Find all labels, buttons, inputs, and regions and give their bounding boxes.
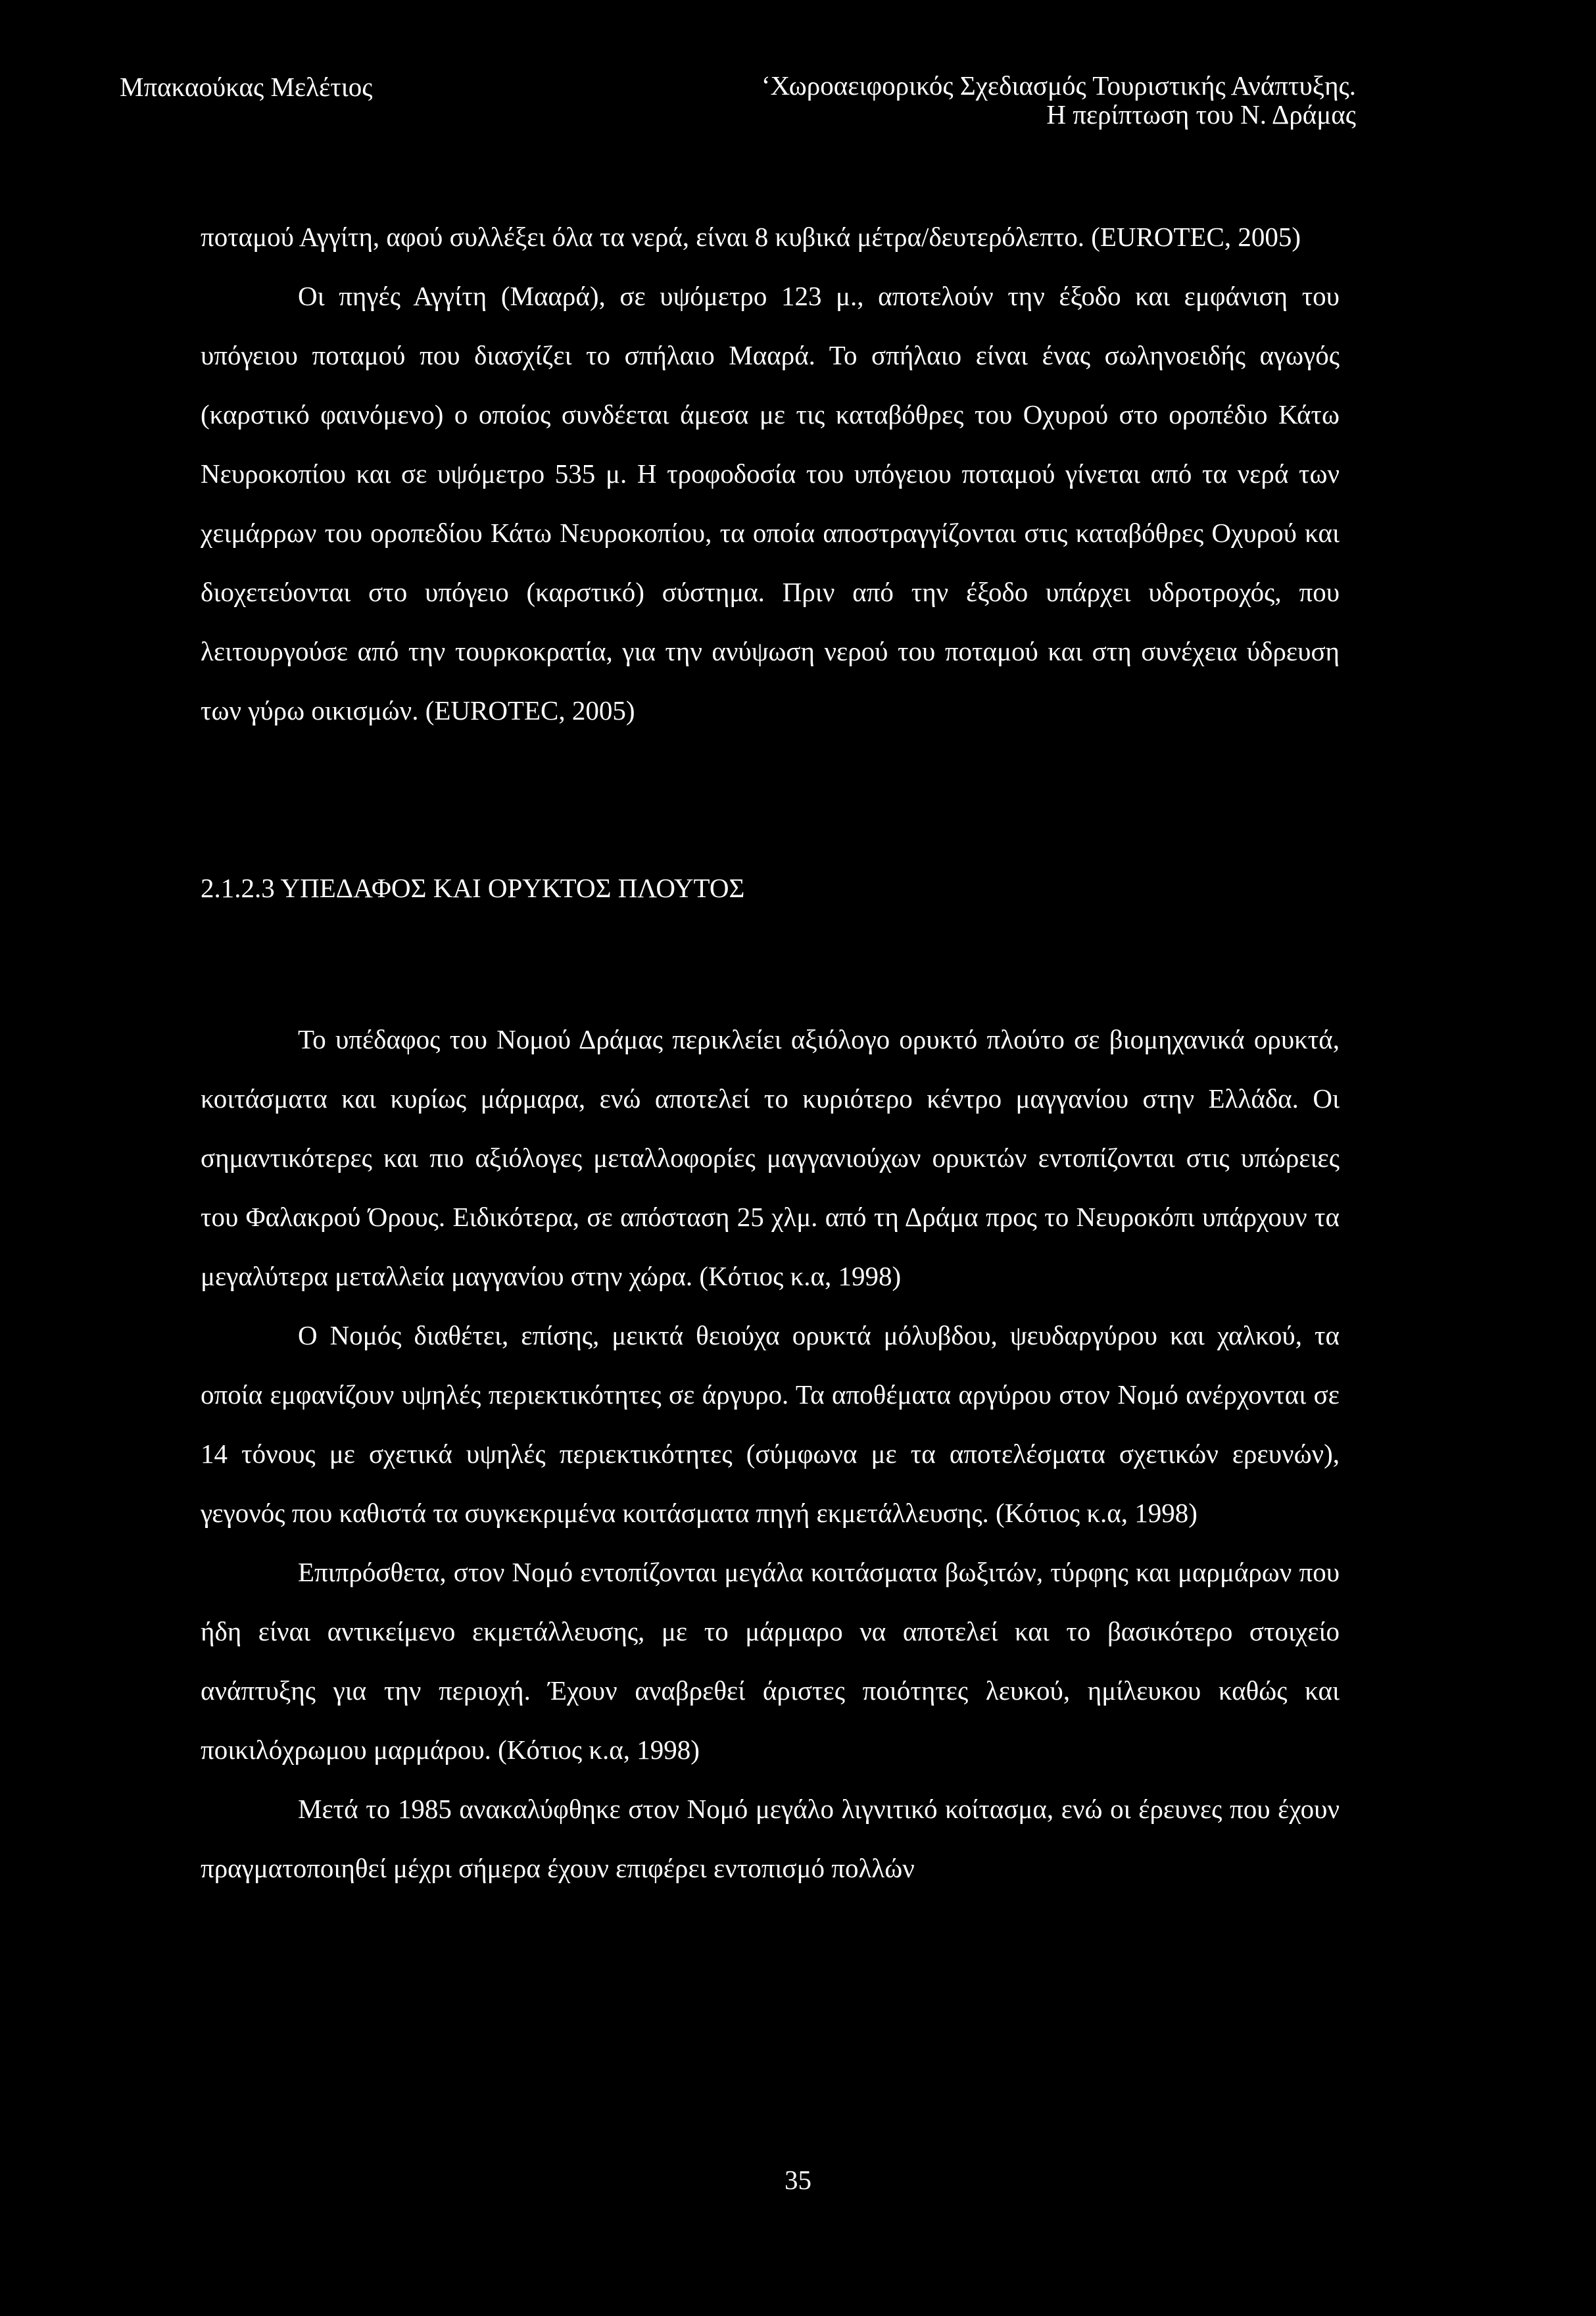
- paragraph-sulfide-ores: Ο Νομός διαθέτει, επίσης, μεικτά θειούχα ορυκτά μόλυβδου, ψευδαργύρου και χαλκού, τα οποία εμφανίζουν υψηλές περιεκτικότητες σε άργυρο. Τα αποθέματα αργύρου στον Νομό ανέρχονται σε 14 τόνους με σχετικά υψηλές περιεκτικότητες (σύμφωνα με τα αποτελέσματα σχετικών ερευνών), γεγονός που καθιστά τα συγκεκριμένα κοιτάσματα πηγή εκμετάλλευσης. (Κότιος κ.α, 1998): [201, 1320, 1340, 1528]
- header-title-line1: ‘Χωροαειφορικός Σχεδιασμός Τουριστικής Ανάπτυξης.: [761, 70, 1356, 101]
- paragraph-continuation: ποταμού Αγγίτη, αφού συλλέξει όλα τα νερά, είναι 8 κυβικά μέτρα/δευτερόλεπτο. (EUROTEC, 2005): [201, 222, 1301, 252]
- section-heading: 2.1.2.3 ΥΠΕΔΑΦΟΣ ΚΑΙ ΟΡΥΚΤΟΣ ΠΛΟΥΤΟΣ: [201, 873, 745, 903]
- paragraph-subsoil: Το υπέδαφος του Νομού Δράμας περικλείει αξιόλογο ορυκτό πλούτο σε βιομηχανικά ορυκτά, κοιτάσματα και κυρίως μάρμαρα, ενώ αποτελεί το κυριότερο κέντρο μαγγανίου στην Ελλάδα. Οι σημαντικότερες και πιο αξιόλογες μεταλλοφορίες μαγγανιούχων ορυκτών εντοπίζονται στις υπώρειες του Φαλακρού Όρους. Ειδικότερα, σε απόσταση 25 χλμ. από τη Δράμα προς το Νευροκόπι υπάρχουν τα μεγαλύτερα μεταλλεία μαγγανίου στην χώρα. (Κότιος κ.α, 1998): [201, 1024, 1340, 1291]
- header-title-line2: Η περίπτωση του Ν. Δράμας: [1046, 99, 1356, 130]
- page-number: 35: [785, 2165, 811, 2195]
- header-title: [762, 71, 1356, 129]
- header-author: Μπακαούκας Μελέτιος: [120, 72, 373, 102]
- document-body: [201, 207, 1340, 1898]
- paragraph-lignite: Μετά το 1985 ανακαλύφθηκε στον Νομό μεγάλο λιγνιτικό κοίτασμα, ενώ οι έρευνες που έχουν πραγματοποιηθεί μέχρι σήμερα έχουν επιφέρει εντοπισμό πολλών: [201, 1794, 1340, 1883]
- paragraph-bauxite-marble: Επιπρόσθετα, στον Νομό εντοπίζονται μεγάλα κοιτάσματα βωξιτών, τύρφης και μαρμάρων που ήδη είναι αντικείμενο εκμετάλλευσης, με το μάρμαρο να αποτελεί και το βασικότερο στοιχείο ανάπτυξης για την περιοχή. Έχουν αναβρεθεί άριστες ποιότητες λευκού, ημίλευκου καθώς και ποικιλόχρωμου μαρμάρου. (Κότιος κ.α, 1998): [201, 1557, 1340, 1765]
- paragraph-aggitis-springs: Οι πηγές Αγγίτη (Μααρά), σε υψόμετρο 123 μ., αποτελούν την έξοδο και εμφάνιση του υπόγειου ποταμού που διασχίζει το σπήλαιο Μααρά. Το σπήλαιο είναι ένας σωληνοειδής αγωγός (καρστικό φαινόμενο) ο οποίος συνδέεται άμεσα με τις καταβόθρες του Οχυρού στο οροπέδιο Κάτω Νευροκοπίου και σε υψόμετρο 535 μ. Η τροφοδοσία του υπόγειου ποταμού γίνεται από τα νερά των χειμάρρων του οροπεδίου Κάτω Νευροκοπίου, τα οποία αποστραγγίζονται στις καταβόθρες Οχυρού και διοχετεύονται στο υπόγειο (καρστικό) σύστημα. Πριν από την έξοδο υπάρχει υδροτροχός, που λειτουργούσε από την τουρκοκρατία, για την ανύψωση νερού του ποταμού και στη συνέχεια ύδρευση των γύρω οικισμών. (EUROTEC, 2005): [201, 281, 1340, 726]
